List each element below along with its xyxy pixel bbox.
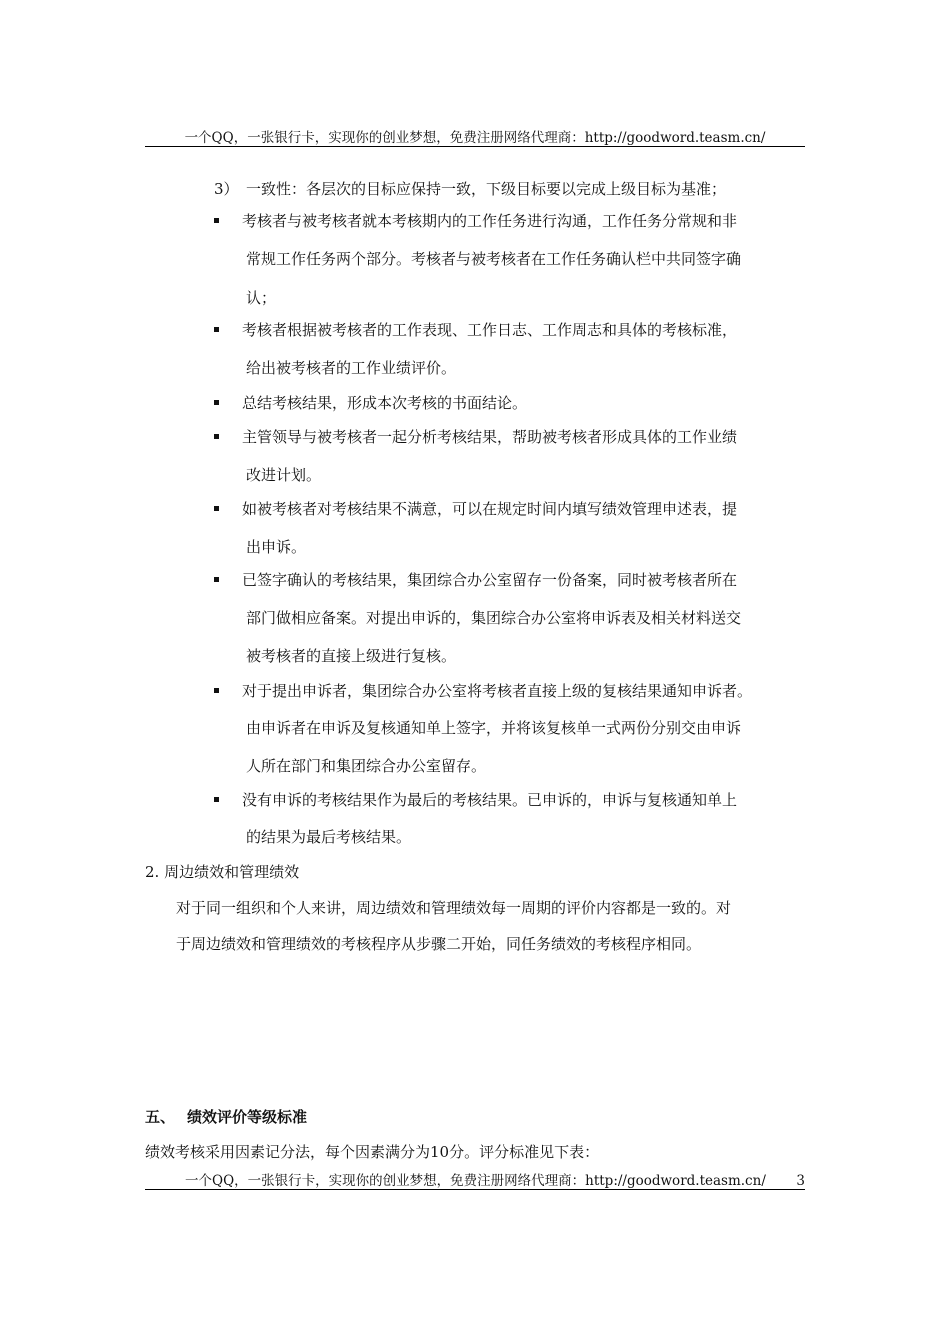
paragraph-line: 于周边绩效和管理绩效的考核程序从步骤二开始，同任务绩效的考核程序相同。 (176, 935, 702, 953)
bullet-line: 部门做相应备案。对提出申诉的，集团综合办公室将申诉表及相关材料送交 (246, 609, 742, 627)
bullet-line: 出申诉。 (246, 538, 307, 556)
bullet-line: 被考核者的直接上级进行复核。 (246, 647, 457, 665)
bullet-icon (214, 797, 219, 802)
footer-rule (145, 1189, 805, 1190)
bullet-line: 人所在部门和集团综合办公室留存。 (246, 757, 487, 775)
list-item-text: 一致性：各层次的目标应保持一致，下级目标要以完成上级目标为基准； (246, 180, 727, 198)
section-title: 绩效评价等级标准 (187, 1108, 308, 1126)
page-number: 3 (796, 1173, 805, 1189)
bullet-icon (214, 577, 219, 582)
bullet-line: 如被考核者对考核结果不满意，可以在规定时间内填写绩效管理申述表，提 (242, 500, 738, 518)
bullet-line: 由申诉者在申诉及复核通知单上签字，并将该复核单一式两份分别交由申诉 (246, 719, 742, 737)
paragraph-line: 对于同一组织和个人来讲，周边绩效和管理绩效每一周期的评价内容都是一致的。对 (176, 899, 732, 917)
bullet-icon (214, 434, 219, 439)
page-header: 一个QQ，一张银行卡，实现你的创业梦想，免费注册网络代理商：http://goodword.teasm.cn/ (184, 130, 766, 146)
footer-text: 一个QQ，一张银行卡，实现你的创业梦想，免费注册网络代理商：http://goodword.teasm.cn/ (185, 1173, 766, 1189)
bullet-icon (214, 327, 219, 332)
bullet-icon (214, 688, 219, 693)
bullet-line: 已签字确认的考核结果，集团综合办公室留存一份备案，同时被考核者所在 (242, 571, 738, 589)
paragraph-line: 绩效考核采用因素记分法，每个因素满分为10分。评分标准见下表： (145, 1143, 600, 1161)
bullet-line: 总结考核结果，形成本次考核的书面结论。 (242, 394, 528, 412)
bullet-line: 认； (246, 289, 277, 307)
bullet-icon (214, 400, 219, 405)
header-rule (145, 146, 805, 147)
bullet-line: 改进计划。 (246, 466, 322, 484)
bullet-line: 常规工作任务两个部分。考核者与被考核者在工作任务确认栏中共同签字确 (246, 250, 742, 268)
bullet-icon (214, 506, 219, 511)
list-number: 3） (214, 180, 239, 198)
bullet-line: 主管领导与被考核者一起分析考核结果，帮助被考核者形成具体的工作业绩 (242, 428, 738, 446)
section-number: 五、 (145, 1108, 176, 1126)
bullet-icon (214, 218, 219, 223)
section-heading: 2. 周边绩效和管理绩效 (145, 863, 300, 881)
bullet-line: 考核者根据被考核者的工作表现、工作日志、工作周志和具体的考核标准， (242, 321, 738, 339)
bullet-line: 没有申诉的考核结果作为最后的考核结果。已申诉的，申诉与复核通知单上 (242, 791, 738, 809)
bullet-line: 给出被考核者的工作业绩评价。 (246, 359, 457, 377)
bullet-line: 对于提出申诉者，集团综合办公室将考核者直接上级的复核结果通知申诉者。 (242, 682, 753, 700)
bullet-line: 考核者与被考核者就本考核期内的工作任务进行沟通，工作任务分常规和非 (242, 212, 738, 230)
bullet-line: 的结果为最后考核结果。 (246, 828, 412, 846)
